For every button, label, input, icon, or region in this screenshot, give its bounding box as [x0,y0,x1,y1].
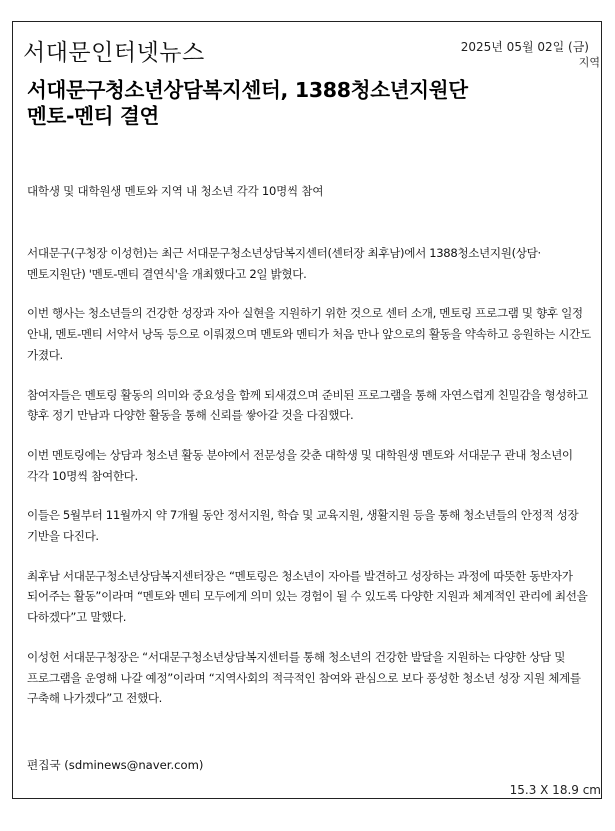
article-paragraph-4: 이번 멘토링에는 상담과 청소년 활동 분야에서 전문성을 갖춘 대학생 및 대학원생 멘토와 서대문구 관내 청소년이 각각 10명씩 참여한다. [27,447,573,483]
article-body [27,243,592,728]
article-paragraph-2: 이번 행사는 청소년들의 건강한 성장과 자아 실현을 지원하기 위한 것으로 센터 소개, 멘토링 프로그램 및 향후 일정 안내, 멘토-멘티 서약서 낭독 등으로 이뤄졌으며 멘토와 멘티가 처음 만나 앞으로의 활동을 약속하고 응원하는 시간도 가졌다. [27,306,591,362]
publish-date: 2025년 05월 02일 (금) [460,40,589,54]
article-paragraph-7: 이성헌 서대문구청장은 “서대문구청소년상담복지센터를 통해 청소년의 건강한 발달을 지원하는 다양한 상담 및 프로그램을 운영해 나갈 예정”이라며 “지역사회의 적극적인 참여와 관심으로 보다 풍성한 청소년 성장 지원 체계를 구축해 나가겠다”고 전했다. [27,649,581,706]
headline [27,77,587,129]
clipping-size: 15.3 X 18.9 cm [509,783,601,797]
headline-line-1: 서대문구청소년상담복지센터, 1388청소년지원단 [27,78,468,102]
headline-line-2: 멘토-멘티 결연 [27,104,160,128]
article-paragraph-5: 이들은 5월부터 11월까지 약 7개월 동안 정서지원, 학습 및 교육지원, 생활지원 등을 통해 청소년들의 안정적 성장 기반을 다진다. [27,508,579,544]
article-paragraph-1: 서대문구(구청장 이성헌)는 최근 서대문구청소년상담복지센터(센터장 최후남)에서 1388청소년지원(상담·멘토지원단) '멘토-멘티 결연식'을 개최했다고 2일 밝혔다. [27,246,541,281]
article-paragraph-6: 최후남 서대문구청소년상담복지센터장은 “멘토링은 청소년이 자아를 발견하고 성장하는 과정에 따뜻한 동반자가 되어주는 활동”이라며 “멘토와 멘티 모두에게 의미 있는 경험이 될 수 있도록 다양한 지원과 체계적인 관리에 최선을 다하겠다”고 말했다. [27,568,588,625]
masthead: 서대문인터넷뉴스 [23,40,205,66]
section-label: 지역 [578,56,600,69]
byline: 편집국 (sdminews@naver.com) [27,758,204,772]
article-paragraph-3: 참여자들은 멘토링 활동의 의미와 중요성을 함께 되새겼으며 준비된 프로그램을 통해 자연스럽게 친밀감을 형성하고 향후 정기 만남과 다양한 활동을 통해 신뢰를 쌓아갈 것을 다짐했다. [27,387,588,423]
subheadline: 대학생 및 대학원생 멘토와 지역 내 청소년 각각 10명씩 참여 [27,184,324,198]
